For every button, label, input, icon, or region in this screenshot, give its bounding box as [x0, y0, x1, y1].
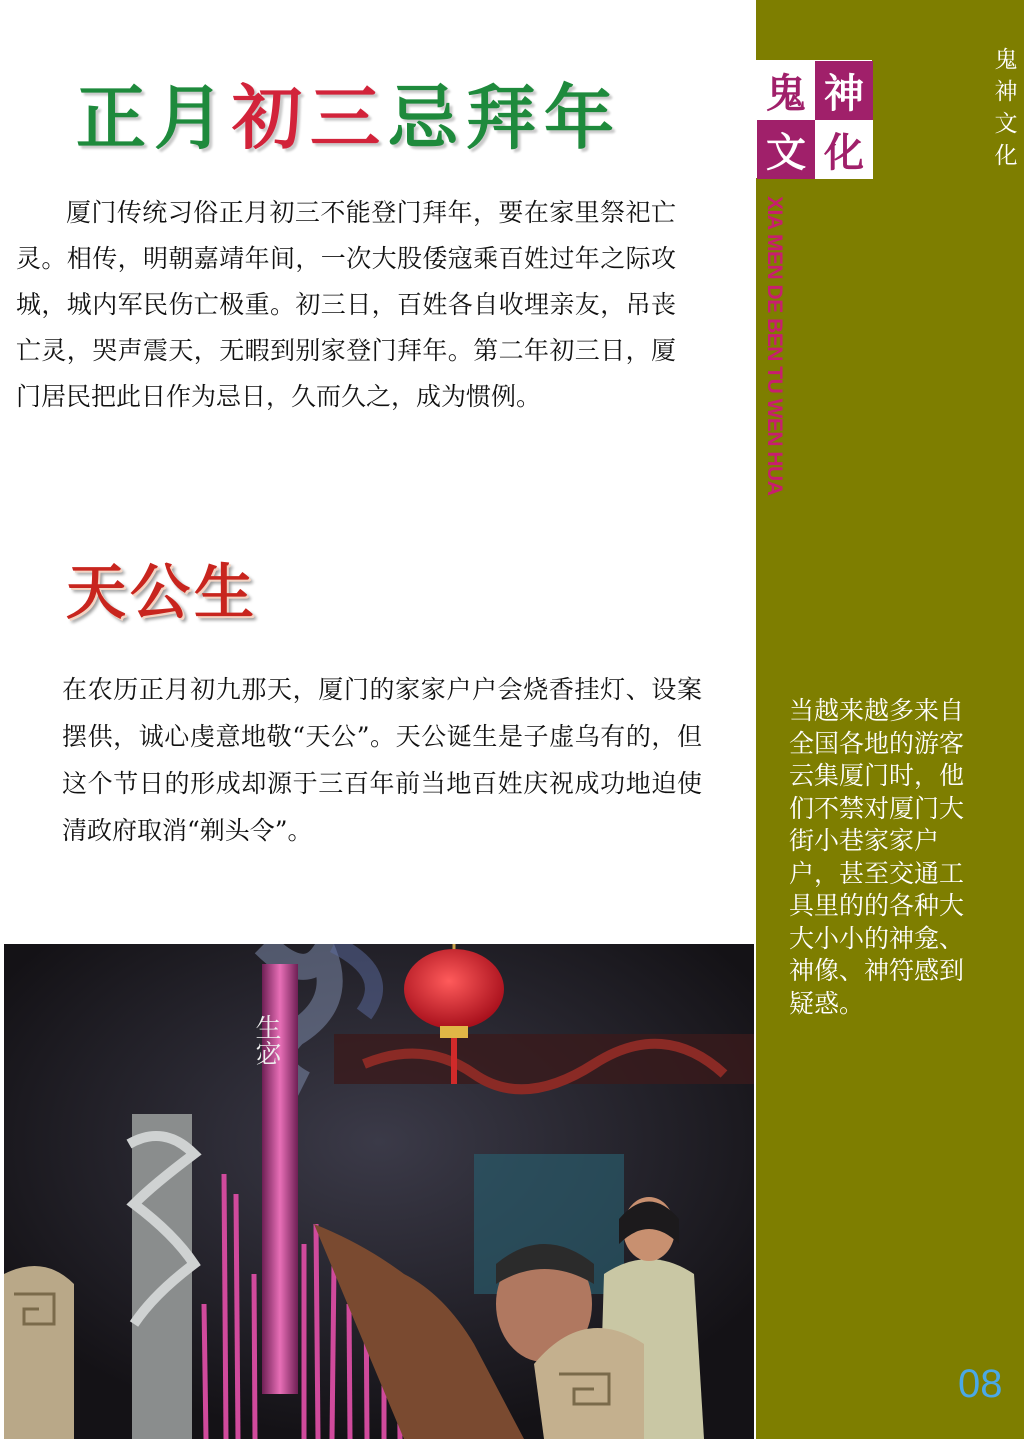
section-title-chuSan [76, 62, 622, 163]
page-number: 08 [958, 1362, 1003, 1406]
corner-char: 鬼 [994, 47, 1018, 73]
logo-char-shen: 神 [815, 61, 873, 120]
brand-logo [756, 60, 872, 178]
section-title-tiangong: 天公生 [66, 558, 258, 628]
section-body-tiangong: 在农历正月初九那天，厦门的家家户户会烧香挂灯、设案摆供，诚心虔意地敬“天公”。天公诞生是子虚乌有的，但这个节日的形成却源于三百年前当地百姓庆祝成功地迫使清政府取消“剃头令”。 [62, 675, 702, 845]
title-part-green-1: 正月 [76, 77, 232, 159]
vertical-pinyin-title: XIA MEN DE BEN TU WEN HUA [763, 196, 786, 496]
banner-text: 生宓 [251, 1014, 281, 1066]
title-part-green-2: 忌拜年 [388, 77, 622, 159]
logo-char-gui: 鬼 [757, 61, 815, 120]
corner-char: 化 [994, 143, 1018, 169]
logo-char-hua: 化 [815, 120, 873, 179]
corner-char: 神 [994, 79, 1018, 105]
temple-incense-photo [4, 944, 754, 1439]
logo-char-wen: 文 [757, 120, 815, 179]
photo-illustration [4, 944, 754, 1439]
section-body-chuSan: 厦门传统习俗正月初三不能登门拜年，要在家里祭祀亡灵。相传，明朝嘉靖年间，一次大股倭寇乘百姓过年之际攻城，城内军民伤亡极重。初三日，百姓各自收埋亲友，吊丧亡灵，哭声震天，无暇到别家登门拜年。第二年初三日，厦门居民把此日作为忌日，久而久之，成为惯例。 [16, 198, 676, 411]
corner-char: 文 [994, 111, 1018, 137]
corner-title [992, 44, 1020, 172]
title-part-red: 初三 [232, 77, 388, 159]
sidebar-intro-text: 当越来越多来自全国各地的游客云集厦门时，他们不禁对厦门大街小巷家家户户，甚至交通工具里的的各种大大小小的神龛、神像、神符感到疑惑。 [789, 696, 965, 1018]
